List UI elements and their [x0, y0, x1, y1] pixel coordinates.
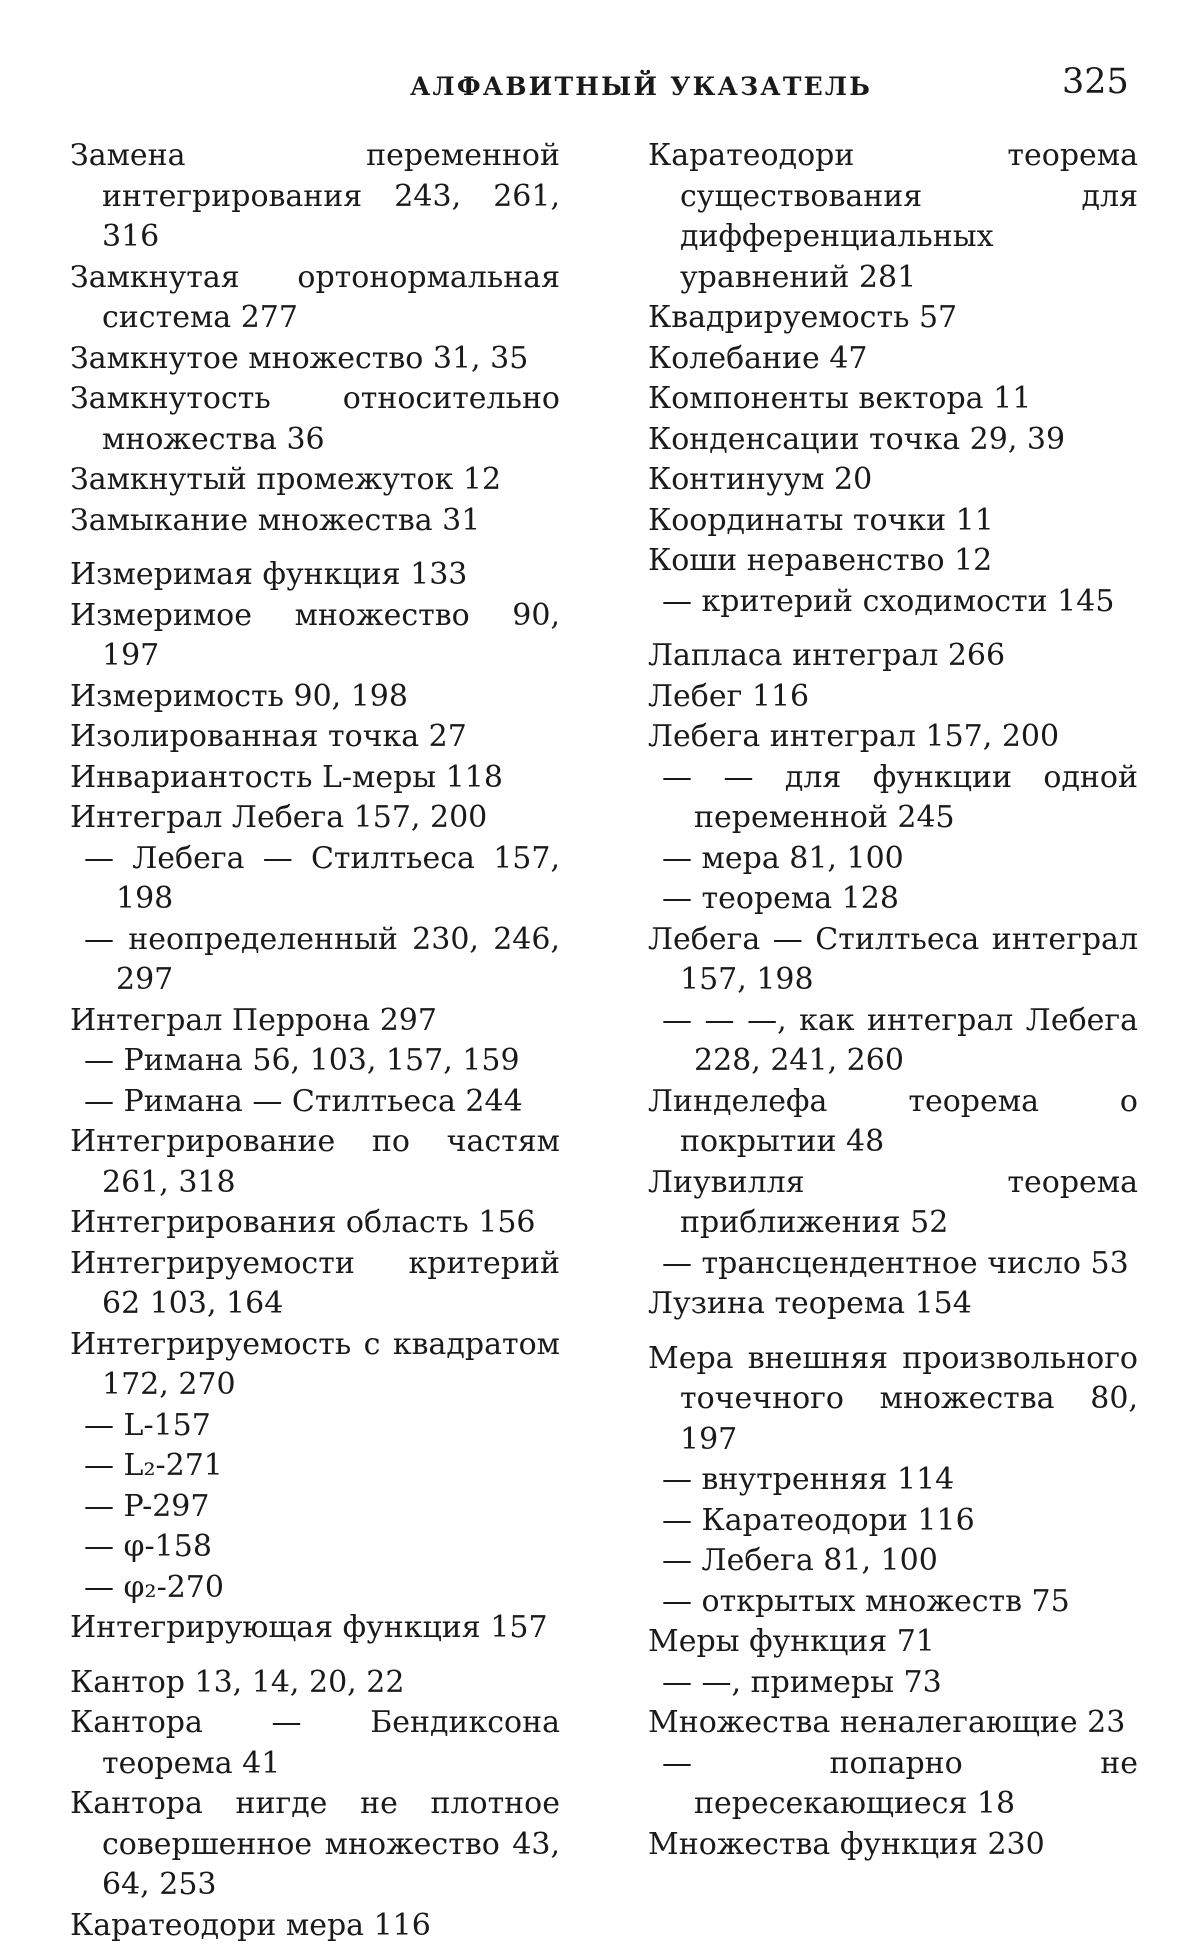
index-letter-group: [648, 1339, 1138, 1866]
index-letter-group: [70, 136, 560, 541]
index-subentry: — P-297: [84, 1488, 210, 1524]
index-entry: Каратеодори теорема существования для дифференциальных уравнений 281: [648, 138, 1138, 295]
index-subentry: — L-157: [84, 1407, 211, 1443]
index-entry: Координаты точки 11: [648, 502, 994, 538]
index-subentry: — Лебега — Стилтьеса 157, 198: [84, 840, 560, 916]
index-entry: Коши неравенство 12: [648, 543, 993, 578]
index-entry: Замкнутая ортонормальная система 277: [70, 259, 560, 335]
index-entry: Конденсации точка 29, 39: [648, 421, 1066, 457]
index-entry: Замкнутый промежуток 12: [70, 462, 502, 497]
index-entry: Множества неналегающие 23: [648, 1705, 1126, 1740]
index-subentry: — Римана 56, 103, 157, 159: [84, 1043, 520, 1078]
index-subentry: — — —, как интеграл Лебега 228, 241, 260: [662, 1002, 1138, 1078]
index-subentry: — — для функции одной переменной 245: [662, 759, 1138, 835]
index-entry: Колебание 47: [648, 340, 868, 376]
index-subentry: — φ₂-270: [84, 1569, 224, 1605]
index-entry: Квадрируемость 57: [648, 300, 958, 335]
index-entry: Лебега интеграл 157, 200: [648, 719, 1060, 754]
index-entry: Лузина теорема 154: [648, 1286, 972, 1321]
left-column: [70, 136, 560, 1960]
index-entry: Континуум 20: [648, 462, 873, 497]
index-subentry: — —, примеры 73: [662, 1664, 942, 1700]
index-subentry: — внутренняя 114: [662, 1462, 955, 1497]
index-letter-group: [648, 136, 1138, 622]
index-entry: Интегрируемости критерий 62 103, 164: [70, 1245, 560, 1321]
index-letter-group: [70, 1663, 560, 1947]
index-entry: Интегрирующая функция 157: [70, 1610, 548, 1645]
index-subentry: — Каратеодори 116: [662, 1502, 975, 1538]
index-subentry: — теорема 128: [662, 881, 899, 916]
index-entry: Интегрируемость с квадратом 172, 270: [70, 1326, 560, 1402]
index-subentry: — трансцендентное число 53: [662, 1245, 1129, 1281]
index-entry: Измеримая функция 133: [70, 557, 468, 592]
index-subentry: — неопределенный 230, 246, 297: [84, 921, 560, 997]
index-subentry: — Лебега 81, 100: [662, 1543, 938, 1578]
index-entry: Замкнутость относительно множества 36: [70, 381, 560, 457]
index-entry: Измеримость 90, 198: [70, 678, 408, 714]
index-entry: Замкнутое множество 31, 35: [70, 340, 529, 376]
index-subentry: — открытых множеств 75: [662, 1583, 1070, 1619]
index-entry: Интеграл Перрона 297: [70, 1002, 437, 1038]
index-entry: Меры функция 71: [648, 1624, 935, 1659]
index-entry: Интегрирование по частям 261, 318: [70, 1124, 560, 1200]
index-subentry: — мера 81, 100: [662, 840, 904, 876]
index-entry: Изолированная точка 27: [70, 719, 467, 754]
index-entry: Замена переменной интегрирования 243, 261, 316: [70, 138, 560, 254]
index-entry: Замыкание множества 31: [70, 502, 481, 538]
running-title: АЛФАВИТНЫЙ УКАЗАТЕЛЬ: [410, 72, 873, 101]
page-number: 325: [1062, 62, 1129, 102]
index-entry: Интеграл Лебега 157, 200: [70, 800, 488, 835]
index-subentry: — критерий сходимости 145: [662, 583, 1115, 619]
index-entry: Интегрирования область 156: [70, 1205, 536, 1240]
index-entry: Компоненты вектора 11: [648, 381, 1032, 416]
index-entry: Кантор 13, 14, 20, 22: [70, 1664, 405, 1700]
index-subentry: — попарно не пересекающиеся 18: [662, 1745, 1138, 1821]
index-entry: Инвариантость L-меры 118: [70, 759, 503, 795]
index-entry: Кантора — Бендиксона теорема 41: [70, 1705, 560, 1781]
index-letter-group: [648, 636, 1138, 1325]
index-entry: Линделефа теорема о покрытии 48: [648, 1083, 1138, 1159]
index-entry: Множества функция 230: [648, 1826, 1045, 1862]
index-letter-group: [70, 555, 560, 1649]
index-subentry: — Римана — Стилтьеса 244: [84, 1083, 523, 1119]
index-entry: Измеримое множество 90, 197: [70, 597, 560, 673]
index-subentry: — L₂-271: [84, 1448, 223, 1483]
running-head: [0, 62, 1200, 112]
index-entry: Каратеодори мера 116: [70, 1907, 431, 1943]
index-entry: Кантора нигде не плотное совершенное множество 43, 64, 253: [70, 1786, 560, 1902]
index-entry: Лиувилля теорема приближения 52: [648, 1164, 1138, 1240]
index-entry: Лебега — Стилтьеса интеграл 157, 198: [648, 921, 1138, 997]
index-entry: Лапласа интеграл 266: [648, 638, 1006, 673]
right-column: [648, 136, 1138, 1879]
index-entry: Мера внешняя произвольного точечного множества 80, 197: [648, 1340, 1138, 1457]
index-entry: Лебег 116: [648, 678, 810, 714]
index-subentry: — φ-158: [84, 1529, 212, 1564]
